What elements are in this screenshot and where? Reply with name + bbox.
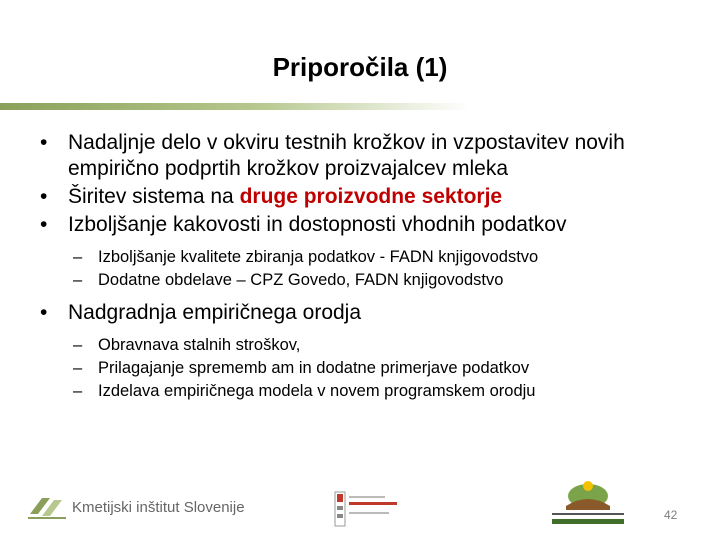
bullet-icon: • xyxy=(40,213,48,236)
project-logo xyxy=(548,480,628,528)
sub-text: Obravnava stalnih stroškov, xyxy=(98,336,301,354)
bullet-item xyxy=(40,184,690,210)
dash-icon: – xyxy=(73,382,83,400)
sub-text: Dodatne obdelave – CPZ Govedo, FADN knjigovodstvo xyxy=(98,271,504,289)
bullet-text: Nadgradnja empiričnega orodja xyxy=(68,301,362,324)
sub-list xyxy=(40,246,690,292)
dash-icon: – xyxy=(73,336,83,354)
sub-item xyxy=(40,269,690,292)
sub-list xyxy=(40,334,690,403)
bullet-text: Širitev sistema na xyxy=(68,185,240,208)
title-divider xyxy=(0,103,470,110)
slide-content xyxy=(40,130,690,411)
dash-icon: – xyxy=(73,359,83,377)
kis-logo-icon xyxy=(28,494,66,520)
sub-text: Prilagajanje sprememb am in dodatne primerjave podatkov xyxy=(98,359,530,377)
sub-item xyxy=(40,357,690,380)
sub-item xyxy=(40,246,690,269)
bullet-icon: • xyxy=(40,301,48,324)
sub-item xyxy=(40,380,690,403)
slide-title: Priporočila (1) xyxy=(272,52,448,82)
bullet-text: Izboljšanje kakovosti in dostopnosti vhodnih podatkov xyxy=(68,213,567,236)
dash-icon: – xyxy=(73,248,83,266)
bullet-text: Nadaljnje delo v okviru testnih krožkov in vzpostavitev novih empirično podprtih krožkov proizvajalcev mleka xyxy=(68,131,625,180)
dash-icon: – xyxy=(73,271,83,289)
kis-logo xyxy=(28,494,245,520)
page-number: 42 xyxy=(664,508,678,522)
bullet-item xyxy=(40,212,690,238)
kis-logo-text: Kmetijski inštitut Slovenije xyxy=(72,498,245,516)
bullet-icon: • xyxy=(40,185,48,208)
sub-text: Izdelava empiričnega modela v novem programskem orodju xyxy=(98,382,536,400)
bullet-list xyxy=(40,300,690,326)
bullet-highlight: druge proizvodne sektorje xyxy=(239,185,503,208)
bullet-item xyxy=(40,130,690,182)
bullet-icon: • xyxy=(40,131,48,154)
bullet-list xyxy=(40,130,690,238)
sub-item xyxy=(40,334,690,357)
sub-text: Izboljšanje kvalitete zbiranja podatkov - FADN knjigovodstvo xyxy=(98,248,539,266)
bullet-item xyxy=(40,300,690,326)
ministry-logo xyxy=(333,488,403,528)
